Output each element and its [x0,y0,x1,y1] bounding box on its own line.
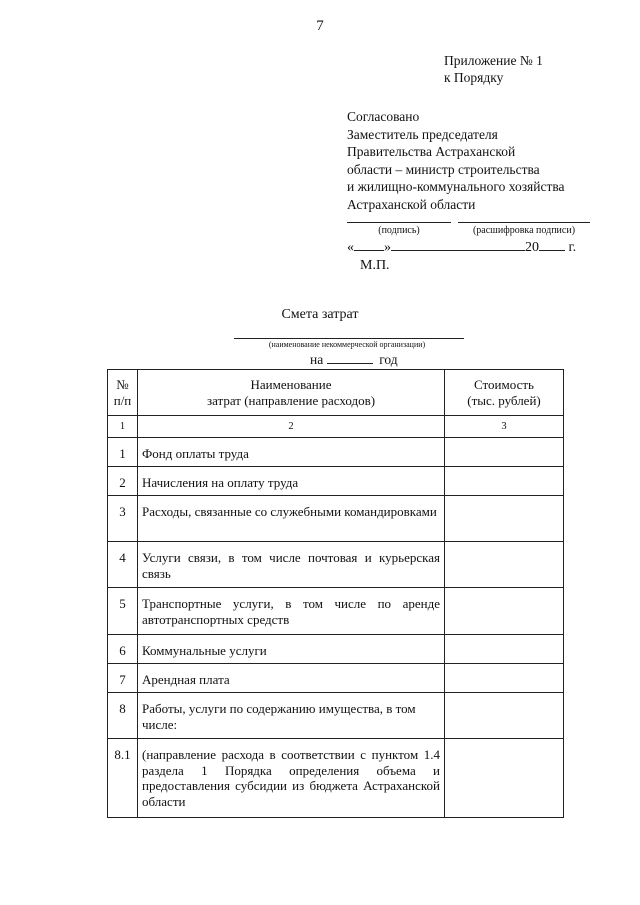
column-number: 1 [108,416,138,438]
column-number: 2 [138,416,445,438]
year-prefix: 20 [525,240,539,255]
signature-label: (подпись) [378,225,420,236]
table-row [108,588,564,635]
approval-line: Заместитель председателя [347,126,498,142]
period-prefix: на [310,352,324,367]
appendix-label [444,52,543,86]
table-row [108,467,564,496]
day-blank [354,250,384,251]
period-line [310,352,398,368]
approval-line: области – министр строительства [347,161,540,177]
row-name: Расходы, связанные со служебными командировками [138,496,445,542]
row-number: 1 [108,438,138,467]
row-name: Фонд оплаты труда [138,438,445,467]
stamp-place: М.П. [360,258,390,273]
header-num: № п/п [108,370,138,416]
year-suffix: г. [568,240,577,255]
row-name: Начисления на оплату труда [138,467,445,496]
header-name-line1: Наименование [250,377,332,392]
row-name: Транспортные услуги, в том числе по аренде автотранспортных средств [138,588,445,635]
org-caption: (наименование некоммерческой организации) [268,340,426,349]
year-blank [539,250,565,251]
approval-line: Правительства Астраханской [347,144,516,159]
appendix-line-2: к Порядку [444,70,504,85]
table-row [108,496,564,542]
period-suffix: год [379,352,398,367]
page-number: 7 [316,18,324,34]
row-number: 6 [108,635,138,664]
table-row [108,664,564,693]
header-name [138,370,445,416]
row-cost[interactable] [445,588,564,635]
row-number: 4 [108,542,138,588]
signature-line [347,222,451,223]
row-cost[interactable] [445,739,564,818]
header-cost-line1: Стоимость [474,377,534,392]
table-row [108,542,564,588]
column-numbers-row [108,416,564,438]
row-name: Работы, услуги по содержанию имущества, в том числе: [138,693,445,739]
row-cost[interactable] [445,438,564,467]
row-cost[interactable] [445,693,564,739]
date-open-quote: « [347,240,354,255]
row-cost[interactable] [445,467,564,496]
approval-block [347,108,565,213]
row-number: 2 [108,467,138,496]
month-blank [391,250,525,251]
year-blank [327,363,373,364]
org-name-line [234,338,464,339]
table-row [108,635,564,664]
header-cost-line2: (тыс. рублей) [467,392,541,408]
approval-line: и жилищно-коммунального хозяйства [347,179,565,194]
row-number: 5 [108,588,138,635]
approval-line: Астраханской области [347,196,476,212]
row-cost[interactable] [445,664,564,693]
row-cost[interactable] [445,496,564,542]
row-name: (направление расхода в соответствии с пунктом 1.4 раздела 1 Порядка определения объема и предоставления субсидии из бюджета Астраханской области [138,739,445,818]
header-name-line2: затрат (направление расходов) [206,392,376,408]
decoding-label: (расшифровка подписи) [472,225,576,236]
table-row [108,693,564,739]
table-row [108,438,564,467]
estimate-title: Смета затрат [281,307,359,322]
column-number: 3 [445,416,564,438]
row-name: Коммунальные услуги [138,635,445,664]
row-number: 3 [108,496,138,542]
row-number: 8 [108,693,138,739]
table-row [108,739,564,818]
row-number: 7 [108,664,138,693]
row-cost[interactable] [445,635,564,664]
row-name: Услуги связи, в том числе почтовая и курьерская связь [138,542,445,588]
row-number: 8.1 [108,739,138,818]
table-header-row [108,370,564,416]
date-close-quote: » [384,240,391,255]
appendix-line-1: Приложение № 1 [444,53,543,68]
row-name: Арендная плата [138,664,445,693]
decoding-line [458,222,590,223]
date-line [347,240,576,256]
approval-heading: Согласовано [347,109,420,124]
estimate-table [107,369,564,818]
row-cost[interactable] [445,542,564,588]
header-cost [445,370,564,416]
